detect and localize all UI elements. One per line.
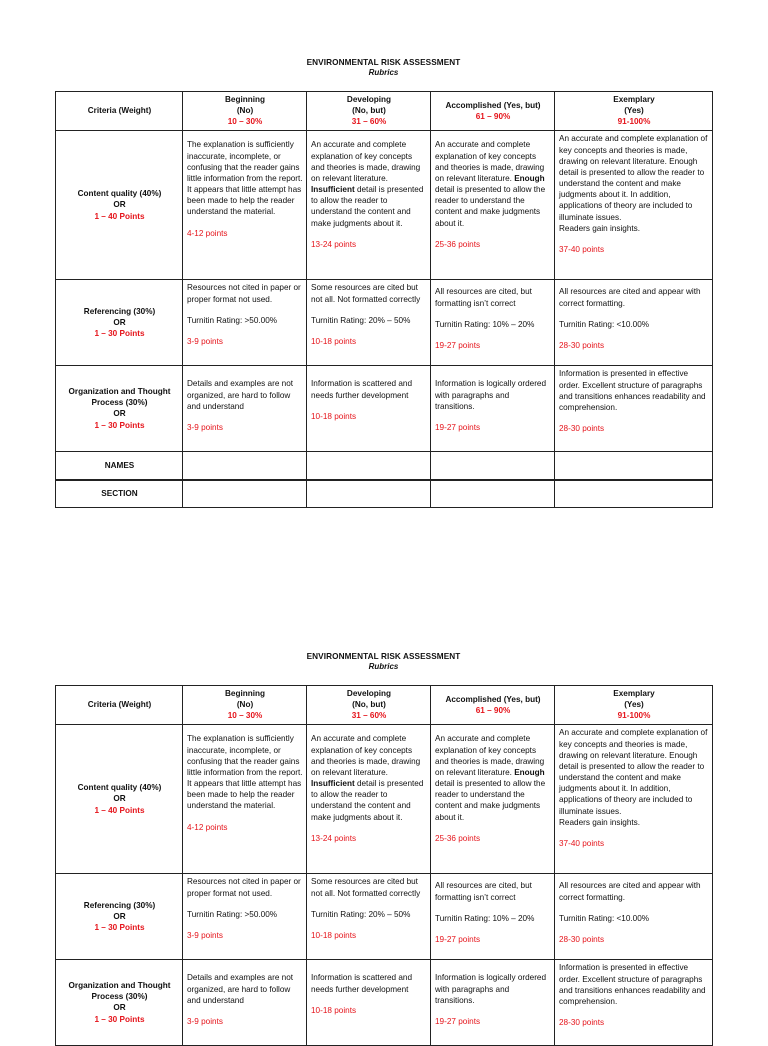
beginning-header: Beginning (No) 10 – 30%: [183, 92, 307, 131]
rubric-cell: Some resources are cited but not all. Not formatted correctly Turnitin Rating: 20% – 50% 10-18 points: [307, 874, 431, 960]
section-entry-cell[interactable]: [183, 480, 307, 508]
rubric-cell: Information is scattered and needs further development 10-18 points: [307, 960, 431, 1046]
names-label: NAMES: [56, 452, 183, 481]
accomplished-header: Accomplished (Yes, but) 61 – 90%: [431, 92, 555, 131]
table-row: [56, 131, 713, 280]
rubric-top: [55, 58, 712, 508]
document-title: ENVIRONMENTAL RISK ASSESSMENT: [306, 652, 461, 661]
names-entry-cell[interactable]: [555, 452, 713, 481]
rubric-cell: The explanation is sufficiently inaccurate, incomplete, or confusing that the reader gains little information from the report. It appears that little attempt has been made to help the reader understand the material. 4-12 points: [183, 131, 307, 280]
rubric-cell: All resources are cited and appear with correct formatting. Turnitin Rating: <10.00% 28-30 points: [555, 874, 713, 960]
rubric-cell: Details and examples are not organized, are hard to follow and understand 3-9 points: [183, 366, 307, 452]
table-row: [56, 960, 713, 1046]
developing-header: Developing (No, but) 31 – 60%: [307, 686, 431, 725]
rubric-table: [55, 685, 713, 1046]
document-subtitle: Rubrics: [368, 662, 399, 671]
table-row: [56, 725, 713, 874]
names-entry-cell[interactable]: [431, 452, 555, 481]
rubric-cell: The explanation is sufficiently inaccurate, incomplete, or confusing that the reader gains little information from the report. It appears that little attempt has been made to help the reader understand the material. 4-12 points: [183, 725, 307, 874]
rubric-cell: An accurate and complete explanation of key concepts and theories is made, drawing on relevant literature. Insufficient detail is presented to allow the reader to understand the content and make judgments about it. 13-24 points: [307, 725, 431, 874]
accomplished-header: Accomplished (Yes, but) 61 – 90%: [431, 686, 555, 725]
header-row: [56, 686, 713, 725]
rubric-cell: An accurate and complete explanation of key concepts and theories is made, drawing on relevant literature. Enough detail is presented to allow the reader to understand the content and make judgments about it. In addition, applications of theory are included to illuminate issues. Readers gain insights. 37-40 points: [555, 725, 713, 874]
rubric-cell: All resources are cited and appear with correct formatting. Turnitin Rating: <10.00% 28-30 points: [555, 280, 713, 366]
rubric-cell: An accurate and complete explanation of key concepts and theories is made, drawing on relevant literature. Enough detail is presented to allow the reader to understand the content and make judgments about it. 25-36 points: [431, 725, 555, 874]
rubric-table: [55, 91, 713, 508]
rubric-cell: Information is logically ordered with paragraphs and transitions. 19-27 points: [431, 366, 555, 452]
criterion-cell: Organization and Thought Process (30%) OR 1 – 30 Points: [56, 960, 183, 1046]
criteria-header: Criteria (Weight): [56, 92, 183, 131]
rubric-cell: Information is presented in effective order. Excellent structure of paragraphs and transitions enhances readability and comprehension. 28-30 points: [555, 366, 713, 452]
rubric-cell: An accurate and complete explanation of key concepts and theories is made, drawing on relevant literature. Enough detail is presented to allow the reader to understand the content and make judgments about it. 25-36 points: [431, 131, 555, 280]
criterion-cell: Referencing (30%) OR 1 – 30 Points: [56, 280, 183, 366]
section-entry-cell[interactable]: [307, 480, 431, 508]
criterion-cell: Referencing (30%) OR 1 – 30 Points: [56, 874, 183, 960]
names-row: [56, 452, 713, 481]
rubric-cell: Information is presented in effective order. Excellent structure of paragraphs and transitions enhances readability and comprehension. 28-30 points: [555, 960, 713, 1046]
criterion-cell: Organization and Thought Process (30%) OR 1 – 30 Points: [56, 366, 183, 452]
document-title: ENVIRONMENTAL RISK ASSESSMENT: [306, 58, 461, 67]
section-row: [56, 480, 713, 508]
rubric-cell: All resources are cited, but formatting isn’t correct Turnitin Rating: 10% – 20% 19-27 points: [431, 280, 555, 366]
criterion-cell: Content quality (40%) OR 1 – 40 Points: [56, 131, 183, 280]
section-entry-cell[interactable]: [431, 480, 555, 508]
developing-header: Developing (No, but) 31 – 60%: [307, 92, 431, 131]
table-row: [56, 874, 713, 960]
section-label: SECTION: [56, 480, 183, 508]
names-entry-cell[interactable]: [307, 452, 431, 481]
rubric-cell: All resources are cited, but formatting isn’t correct Turnitin Rating: 10% – 20% 19-27 points: [431, 874, 555, 960]
table-row: [56, 366, 713, 452]
section-entry-cell[interactable]: [555, 480, 713, 508]
beginning-header: Beginning (No) 10 – 30%: [183, 686, 307, 725]
table-row: [56, 280, 713, 366]
criterion-cell: Content quality (40%) OR 1 – 40 Points: [56, 725, 183, 874]
rubric-cell: An accurate and complete explanation of key concepts and theories is made, drawing on relevant literature. Insufficient detail is presented to allow the reader to understand the content and make judgments about it. 13-24 points: [307, 131, 431, 280]
names-entry-cell[interactable]: [183, 452, 307, 481]
rubric-bottom: [55, 652, 712, 1046]
rubric-cell: Information is logically ordered with paragraphs and transitions. 19-27 points: [431, 960, 555, 1046]
exemplary-header: Exemplary (Yes) 91-100%: [555, 92, 713, 131]
rubric-cell: An accurate and complete explanation of key concepts and theories is made, drawing on relevant literature. Enough detail is presented to allow the reader to understand the content and make judgments about it. In addition, applications of theory are included to illuminate issues. Readers gain insights. 37-40 points: [555, 131, 713, 280]
criteria-header: Criteria (Weight): [56, 686, 183, 725]
rubric-cell: Details and examples are not organized, are hard to follow and understand 3-9 points: [183, 960, 307, 1046]
header-row: [56, 92, 713, 131]
exemplary-header: Exemplary (Yes) 91-100%: [555, 686, 713, 725]
rubric-cell: Some resources are cited but not all. Not formatted correctly Turnitin Rating: 20% – 50% 10-18 points: [307, 280, 431, 366]
rubric-cell: Resources not cited in paper or proper format not used. Turnitin Rating: >50.00% 3-9 points: [183, 280, 307, 366]
rubric-cell: Information is scattered and needs further development 10-18 points: [307, 366, 431, 452]
rubric-cell: Resources not cited in paper or proper format not used. Turnitin Rating: >50.00% 3-9 points: [183, 874, 307, 960]
document-subtitle: Rubrics: [368, 68, 399, 77]
